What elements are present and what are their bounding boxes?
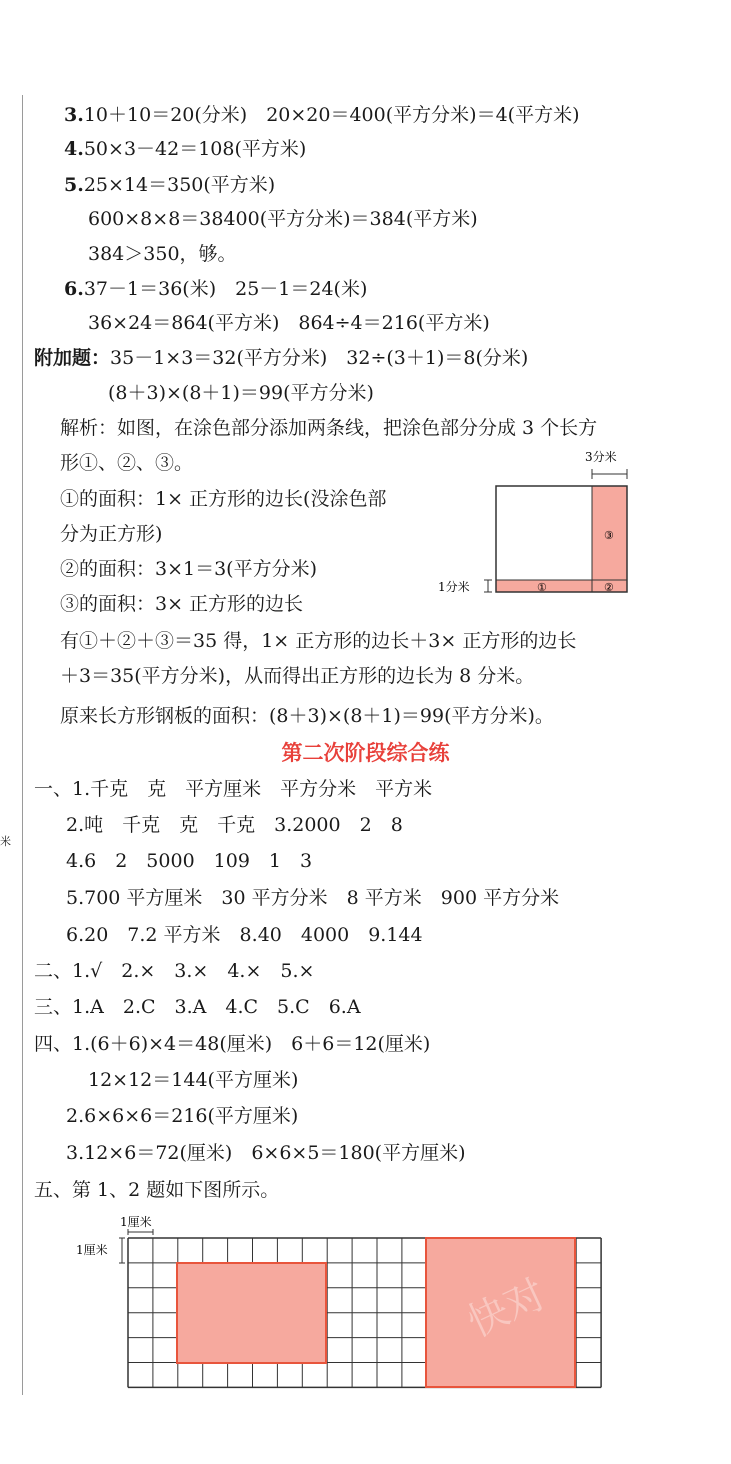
section-title: 第二次阶段综合练 bbox=[281, 741, 450, 765]
answer-line: 36×24＝864(平方米) 864÷4＝216(平方米) bbox=[88, 312, 490, 334]
explanation-line: 形①、②、③。 bbox=[60, 452, 194, 474]
grid-left-label: 1厘米 bbox=[76, 1243, 108, 1257]
explanation-line: ①的面积：1× 正方形的边长(没涂色部 bbox=[60, 488, 387, 510]
side-mark: 米 bbox=[0, 835, 11, 848]
region-3-label: ③ bbox=[604, 529, 614, 542]
answer-line: 五、第 1、2 题如下图所示。 bbox=[34, 1179, 280, 1201]
explanation-line: ②的面积：3×1＝3(平方分米) bbox=[60, 558, 318, 580]
answer-line: 2.6×6×6＝216(平方厘米) bbox=[66, 1105, 299, 1127]
answer-line: 4.6 2 5000 109 1 3 bbox=[66, 850, 313, 872]
answer-line: 3.10＋10＝20(分米) 20×20＝400(平方分米)＝4(平方米) bbox=[64, 104, 580, 126]
region-2-label: ② bbox=[604, 581, 614, 594]
answer-line: 二、1.√ 2.× 3.× 4.× 5.× bbox=[34, 960, 315, 982]
answer-line: 一、1.千克 克 平方厘米 平方分米 平方米 bbox=[34, 778, 433, 800]
answer-line: 600×8×8＝38400(平方分米)＝384(平方米) bbox=[88, 208, 478, 230]
figure-top-label: 3分米 bbox=[585, 450, 617, 464]
answer-line: 2.吨 千克 克 千克 3.2000 2 8 bbox=[66, 814, 403, 836]
answer-line: 6.20 7.2 平方米 8.40 4000 9.144 bbox=[66, 924, 423, 946]
answer-line: 4.50×3－42＝108(平方米) bbox=[64, 138, 307, 160]
answer-line: 附加题：35－1×3＝32(平方分米) 32÷(3＋1)＝8(分米) bbox=[34, 347, 529, 369]
explanation-line: ③的面积：3× 正方形的边长 bbox=[60, 593, 304, 615]
answer-line: 384＞350，够。 bbox=[88, 243, 237, 265]
answer-line: 6.37－1＝36(米) 25－1＝24(米) bbox=[64, 278, 368, 300]
answer-line: 12×12＝144(平方厘米) bbox=[88, 1069, 299, 1091]
explanation-line: 原来长方形钢板的面积：(8＋3)×(8＋1)＝99(平方分米)。 bbox=[60, 705, 554, 727]
region-1-label: ① bbox=[537, 581, 547, 594]
rectangle-1 bbox=[177, 1263, 326, 1363]
area-figure bbox=[430, 448, 640, 600]
answer-line: 四、1.(6＋6)×4＝48(厘米) 6＋6＝12(厘米) bbox=[34, 1033, 431, 1055]
explanation-line: 分为正方形) bbox=[60, 523, 163, 545]
explanation-line: 解析：如图，在涂色部分添加两条线，把涂色部分分成 3 个长方 bbox=[60, 417, 598, 439]
answer-line: (8＋3)×(8＋1)＝99(平方分米) bbox=[108, 382, 374, 404]
answer-line: 3.12×6＝72(厘米) 6×6×5＝180(平方厘米) bbox=[66, 1142, 466, 1164]
explanation-line: ＋3＝35(平方分米)，从而得出正方形的边长为 8 分米。 bbox=[60, 665, 535, 687]
watermark: 快对 bbox=[460, 1271, 553, 1347]
explanation-line: 有①＋②＋③＝35 得，1× 正方形的边长＋3× 正方形的边长 bbox=[60, 630, 577, 652]
grid-figure bbox=[70, 1210, 610, 1395]
grid-top-label: 1厘米 bbox=[120, 1215, 152, 1229]
answer-line: 5.700 平方厘米 30 平方分米 8 平方米 900 平方分米 bbox=[66, 887, 560, 909]
figure-left-label: 1分米 bbox=[438, 580, 470, 594]
answer-line: 三、1.A 2.C 3.A 4.C 5.C 6.A bbox=[34, 996, 361, 1018]
answer-line: 5.25×14＝350(平方米) bbox=[64, 174, 276, 196]
